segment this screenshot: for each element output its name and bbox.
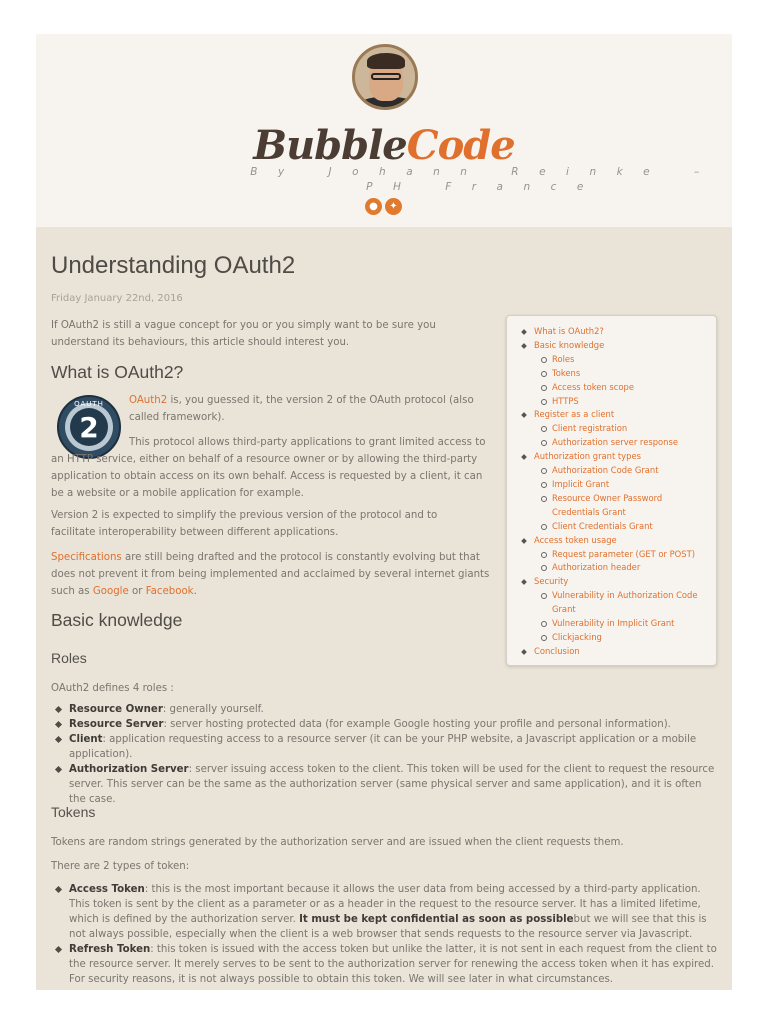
toc-subitem-vuln-implicit-grant[interactable]: Vulnerability in Implicit Grant: [540, 617, 710, 631]
toc-subitem-client-credentials-grant[interactable]: Client Credentials Grant: [540, 520, 710, 534]
tokens-types-intro: There are 2 types of token:: [51, 861, 190, 872]
toc-subitem-clickjacking[interactable]: Clickjacking: [540, 631, 710, 645]
paragraph-specifications: Specifications are still being drafted and the protocol is constantly evolving but that does not prevent it from being implemented and acclaimed by several internet giants such as Google or Facebook.: [51, 552, 490, 597]
toc-subitem-password-credentials-grant[interactable]: Resource Owner Password Credentials Grant: [540, 492, 710, 520]
logo-bubble: Bubble: [253, 122, 407, 169]
toc-subitem-authorization-header[interactable]: Authorization header: [540, 561, 710, 575]
toc-subitem-tokens[interactable]: Tokens: [540, 367, 710, 381]
google-link[interactable]: Google: [92, 586, 129, 597]
toc-item-authorization-grant-types[interactable]: Authorization grant types Authorization Code Grant Implicit Grant Resource Owner Password Credentials Grant Client Credentials Grant: [521, 450, 710, 533]
site-logo[interactable]: [36, 122, 732, 169]
paragraph-oauth2-def: OAuth2 is, you guessed it, the version 2 of the OAuth protocol (also called framework).: [129, 395, 474, 423]
svg-text:OAUTH: OAUTH: [74, 400, 104, 408]
tokens-paragraph: Tokens are random strings generated by the authorization server and are issued when the client requests them.: [51, 837, 624, 848]
facebook-link[interactable]: Facebook: [145, 586, 194, 597]
logo-code: Code: [406, 122, 515, 169]
article-title: Understanding OAuth2: [51, 252, 296, 279]
heading-tokens: Tokens: [51, 804, 96, 820]
list-item: Refresh Token: this token is issued with the access token but unlike the latter, it is not sent in each request from the client to the resource server. It merely serves to be sent to the authorization server for renewing the access token when it has expired. For security reasons, it is not always possible to obtain this token. We will see later in what circumstances.: [51, 942, 721, 987]
list-item: Access Token: this is the most important because it allows the user data from being accessed by a third-party application. This token is sent by the client as a parameter or as a header in the request to the resource server. It has a limited lifetime, which is defined by the authorization server. It must be kept confidential as soon as possiblebut we will see that this is not always possible, especially when the client is a web browser that sends requests to the resource server via Javascript.: [51, 882, 721, 942]
heading-roles: Roles: [51, 650, 87, 666]
toc-item-access-token-usage[interactable]: Access token usage Request parameter (GET or POST) Authorization header: [521, 534, 710, 576]
page: [36, 34, 732, 990]
toc-item-what-is-oauth2[interactable]: What is OAuth2?: [521, 325, 710, 339]
roles-intro: OAuth2 defines 4 roles :: [51, 683, 174, 694]
toc-subitem-request-parameter[interactable]: Request parameter (GET or POST): [540, 548, 710, 562]
svg-text:2: 2: [79, 411, 99, 444]
byline: By Johann Reinke – PH France: [250, 166, 720, 193]
toc-item-security[interactable]: Security Vulnerability in Authorization Code Grant Vulnerability in Implicit Grant Clickjacking: [521, 575, 710, 645]
oauth2-link[interactable]: OAuth2: [129, 395, 168, 406]
list-item: Client: application requesting access to a resource server (it can be your PHP website, a Javascript application or a mobile application).: [51, 732, 721, 762]
list-item: Resource Server: server hosting protected data (for example Google hosting your profile and personal information).: [51, 717, 721, 732]
article-date: Friday January 22nd, 2016: [51, 293, 183, 304]
table-of-contents: [506, 315, 717, 666]
toc-subitem-vuln-authorization-code[interactable]: Vulnerability in Authorization Code Grant: [540, 589, 710, 617]
toc-subitem-authorization-server-response[interactable]: Authorization server response: [540, 436, 710, 450]
paragraph-version2: Version 2 is expected to simplify the previous version of the protocol and to facilitate interoperability between different applications.: [51, 510, 438, 538]
toc-item-conclusion[interactable]: Conclusion: [521, 645, 710, 659]
list-item: Authorization Server: server issuing access token to the client. This token will be used for the client to request the resource server. This server can be the same as the authorization server (same physical server and same application), and it is often the case.: [51, 762, 721, 807]
site-header: [36, 34, 732, 227]
toc-item-basic-knowledge[interactable]: Basic knowledge Roles Tokens Access token scope HTTPS: [521, 339, 710, 409]
toc-item-register-as-client[interactable]: Register as a client Client registration Authorization server response: [521, 408, 710, 450]
intro-paragraph: If OAuth2 is still a vague concept for you or you simply want to be sure you understand its behaviours, this article should interest you.: [51, 320, 436, 348]
heading-what-is-oauth2: What is OAuth2?: [51, 362, 184, 382]
twitter-icon[interactable]: ✦: [385, 198, 402, 215]
toc-subitem-https[interactable]: HTTPS: [540, 395, 710, 409]
author-avatar[interactable]: [352, 44, 418, 110]
tokens-list: [51, 882, 721, 987]
toc-subitem-implicit-grant[interactable]: Implicit Grant: [540, 478, 710, 492]
toc-subitem-client-registration[interactable]: Client registration: [540, 422, 710, 436]
heading-basic-knowledge: Basic knowledge: [51, 610, 183, 630]
paragraph-protocol: This protocol allows third-party applications to grant limited access to an HTTP service, either on behalf of a resource owner or by allowing the third-party application to obtain access on its own behalf. Access is requested by a client, it can be a website or a mobile application for example.: [51, 437, 486, 499]
toc-subitem-authorization-code-grant[interactable]: Authorization Code Grant: [540, 464, 710, 478]
specifications-link[interactable]: Specifications: [51, 552, 122, 563]
toc-list: [521, 325, 710, 659]
toc-subitem-roles[interactable]: Roles: [540, 353, 710, 367]
social-links: [365, 198, 402, 216]
toc-subitem-access-token-scope[interactable]: Access token scope: [540, 381, 710, 395]
roles-list: [51, 702, 721, 807]
list-item: Resource Owner: generally yourself.: [51, 702, 721, 717]
github-icon[interactable]: ●: [365, 198, 382, 215]
